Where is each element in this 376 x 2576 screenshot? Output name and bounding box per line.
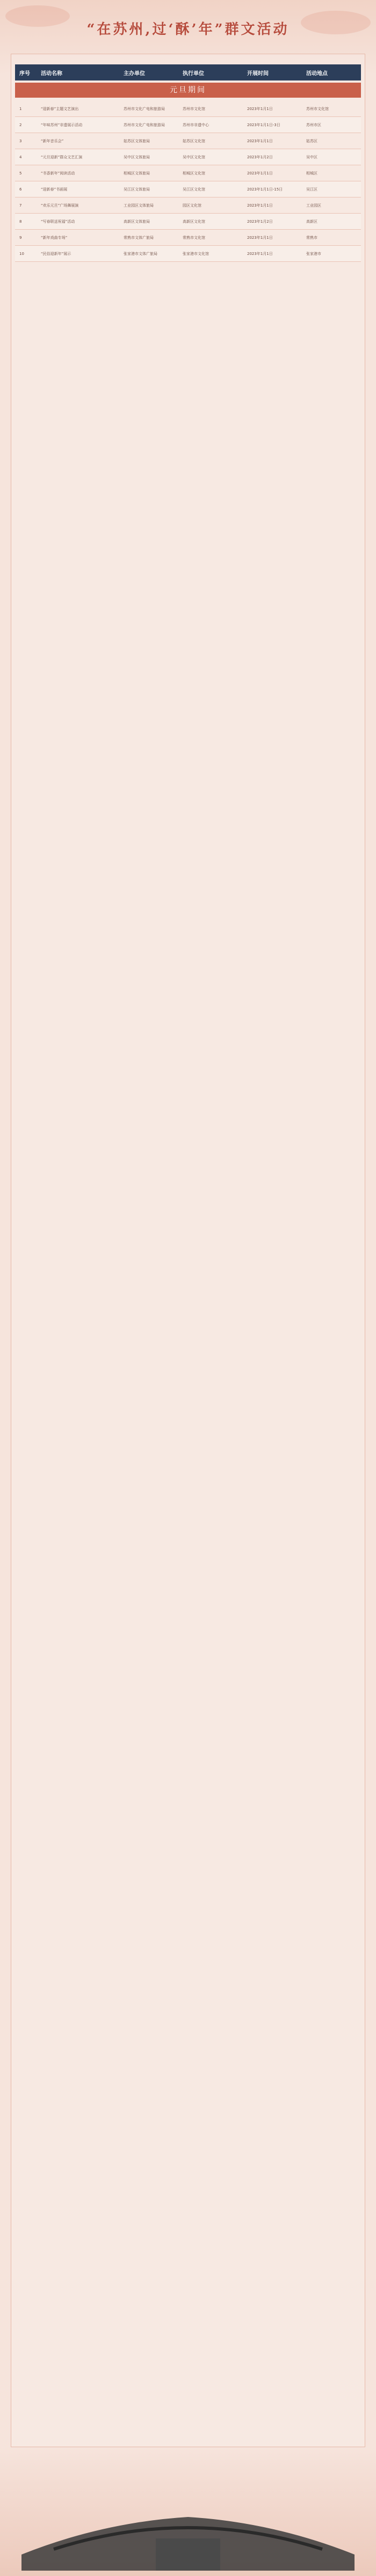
row-host: 工业园区文体旅局 — [124, 203, 154, 208]
row-name: “元旦迎新”群众文艺汇演 — [41, 155, 83, 159]
table-row — [15, 149, 361, 165]
row-no: 3 — [19, 138, 22, 143]
row-exec: 姑苏区文化馆 — [183, 138, 205, 143]
header-exec: 执行单位 — [183, 70, 204, 77]
row-no: 9 — [19, 235, 22, 240]
row-host: 吴中区文体旅局 — [124, 155, 150, 159]
row-host: 姑苏区文体旅局 — [124, 138, 150, 143]
row-exec: 园区文化馆 — [183, 203, 201, 208]
row-name: “迎新春”主题文艺演出 — [41, 106, 79, 111]
table-header — [15, 64, 361, 80]
table-row — [15, 181, 361, 197]
row-exec: 苏州市非遗中心 — [183, 122, 209, 127]
header-name: 活动名称 — [41, 70, 62, 77]
header-host: 主办单位 — [124, 70, 145, 77]
row-place: 苏州市文化馆 — [306, 106, 329, 111]
row-no: 7 — [19, 203, 22, 208]
row-time: 2023年1月2日 — [247, 219, 273, 224]
row-host: 高新区文体旅局 — [124, 219, 150, 224]
table-row — [15, 214, 361, 230]
header-no: 序号 — [19, 70, 30, 77]
activity-table — [15, 101, 361, 262]
row-no: 1 — [19, 106, 22, 111]
table-row — [15, 246, 361, 262]
row-no: 4 — [19, 155, 22, 159]
row-exec: 张家港市文化馆 — [183, 251, 209, 256]
row-time: 2023年1月1日-15日 — [247, 187, 283, 192]
table-row — [15, 133, 361, 149]
header-place: 活动地点 — [306, 70, 328, 77]
row-exec: 吴江区文化馆 — [183, 187, 205, 192]
row-exec: 常熟市文化馆 — [183, 235, 205, 240]
row-time: 2023年1月1日 — [247, 171, 273, 175]
page-title: “在苏州,过‘酥’年”群文活动 — [86, 21, 290, 38]
row-host: 吴江区文体旅局 — [124, 187, 150, 192]
table-row — [15, 101, 361, 117]
rooftop-illustration — [21, 2490, 355, 2571]
row-no: 10 — [19, 251, 24, 256]
row-name: “书香新年”阅读活动 — [41, 171, 75, 175]
row-place: 苏州市区 — [306, 122, 321, 127]
row-time: 2023年1月1日 — [247, 138, 273, 143]
row-place: 吴江区 — [306, 187, 317, 192]
row-time: 2023年1月1日-3日 — [247, 122, 280, 127]
row-time: 2023年1月1日 — [247, 235, 273, 240]
section-title: 元旦期间 — [15, 83, 361, 98]
row-name: “写春联送祝福”活动 — [41, 219, 75, 224]
row-place: 相城区 — [306, 171, 317, 175]
table-row — [15, 230, 361, 246]
content-frame — [11, 54, 365, 2447]
row-host: 相城区文体旅局 — [124, 171, 150, 175]
row-place: 工业园区 — [306, 203, 321, 208]
row-time: 2023年1月1日 — [247, 203, 273, 208]
row-no: 8 — [19, 219, 22, 224]
row-place: 姑苏区 — [306, 138, 317, 143]
row-exec: 苏州市文化馆 — [183, 106, 205, 111]
row-host: 苏州市文化广电和旅游局 — [124, 122, 165, 127]
row-no: 2 — [19, 122, 22, 127]
row-time: 2023年1月1日 — [247, 106, 273, 111]
row-no: 6 — [19, 187, 22, 192]
row-place: 张家港市 — [306, 251, 321, 256]
row-place: 常熟市 — [306, 235, 317, 240]
row-name: “新年戏曲专场” — [41, 235, 68, 240]
row-place: 高新区 — [306, 219, 317, 224]
table-row — [15, 117, 361, 133]
row-exec: 吴中区文化馆 — [183, 155, 205, 159]
row-name: “迎新春”书画展 — [41, 187, 68, 192]
row-name: “年味苏州”非遗展示活动 — [41, 122, 83, 127]
row-host: 苏州市文化广电和旅游局 — [124, 106, 165, 111]
row-time: 2023年1月1日 — [247, 251, 273, 256]
row-name: “欢乐元旦”广场舞展演 — [41, 203, 79, 208]
row-exec: 相城区文化馆 — [183, 171, 205, 175]
table-row — [15, 165, 361, 181]
row-place: 吴中区 — [306, 155, 317, 159]
row-no: 5 — [19, 171, 22, 175]
header-time: 开展时间 — [247, 70, 269, 77]
row-name: “新年音乐会” — [41, 138, 64, 143]
table-row — [15, 197, 361, 214]
row-time: 2023年1月2日 — [247, 155, 273, 159]
row-host: 常熟市文体广旅局 — [124, 235, 154, 240]
row-host: 张家港市文体广旅局 — [124, 251, 157, 256]
row-name: “民俗迎新年”展示 — [41, 251, 71, 256]
row-exec: 高新区文化馆 — [183, 219, 205, 224]
